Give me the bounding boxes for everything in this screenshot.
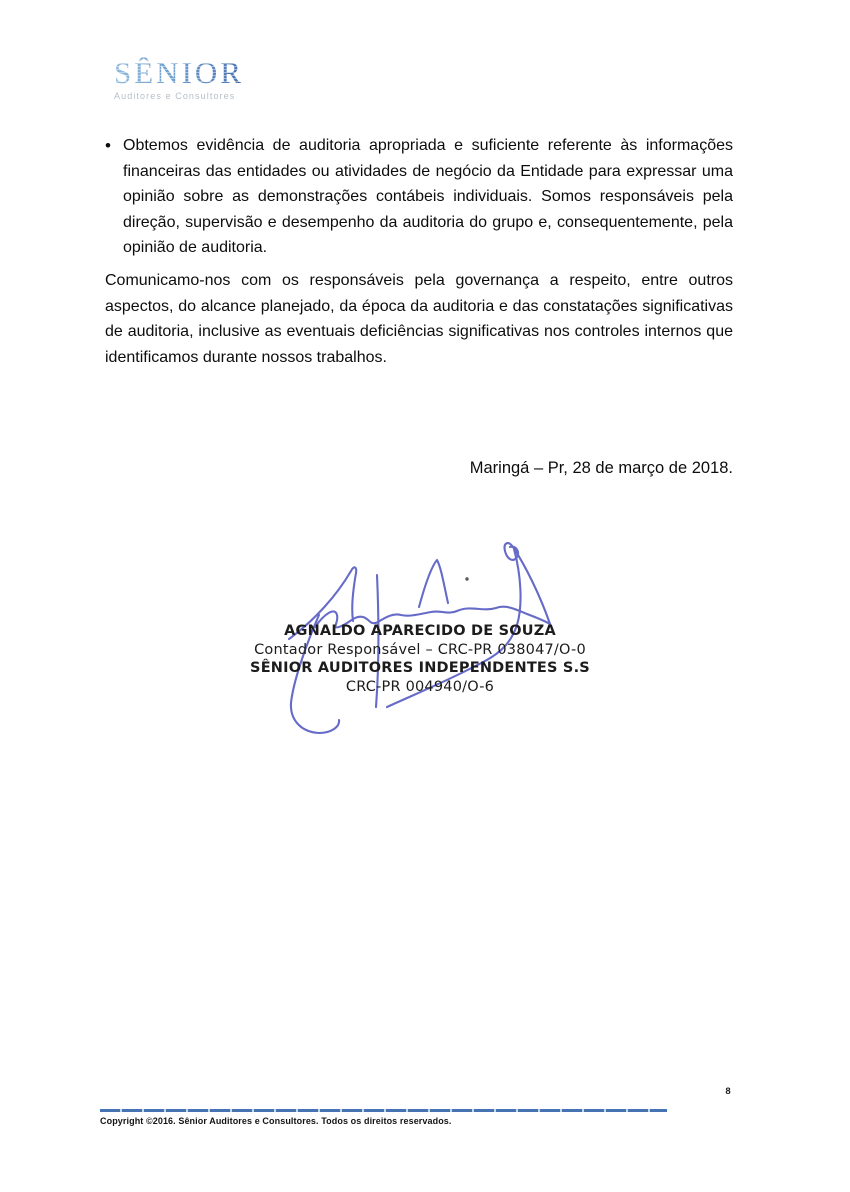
footer-divider (100, 1109, 667, 1112)
date-location-line: Maringá – Pr, 28 de março de 2018. (469, 459, 733, 477)
firm-name: SÊNIOR AUDITORES INDEPENDENTES S.S (250, 660, 590, 676)
copyright-notice: Copyright ©2016. Sênior Auditores e Consultores. Todos os direitos reservados. (100, 1116, 452, 1126)
audit-evidence-paragraph: Obtemos evidência de auditoria apropriada e suficiente referente às informações financeiras das entidades ou atividades de negócio da Entidade para expressar uma opinião sobre as demonstrações contábeis individuais. Somos responsáveis pela direção, supervisão e desempenho da auditoria do grupo e, consequentemente, pela opinião de auditoria. (123, 137, 733, 256)
signatory-role: Contador Responsável – CRC-PR 038047/O-0 (254, 641, 586, 658)
signatory-name: AGNALDO APARECIDO DE SOUZA (284, 623, 556, 639)
firm-crc: CRC-PR 004940/O-6 (345, 678, 495, 695)
logo-brand-text: SÊNIOR (114, 55, 244, 90)
company-logo (114, 57, 244, 101)
bullet-marker: • (105, 136, 111, 155)
page-number: 8 (725, 1086, 731, 1097)
signature-block (220, 622, 620, 696)
logo-tagline: Auditores e Consultores (114, 91, 236, 101)
governance-paragraph: Comunicamo-nos com os responsáveis pela governança a respeito, entre outros aspectos, do alcance planejado, da época da auditoria e das constatações significativas de auditoria, inclusive as eventuais deficiências significativas nos controles internos que identificamos durante nossos trabalhos. (105, 272, 733, 366)
audit-evidence-bullet (105, 133, 733, 261)
